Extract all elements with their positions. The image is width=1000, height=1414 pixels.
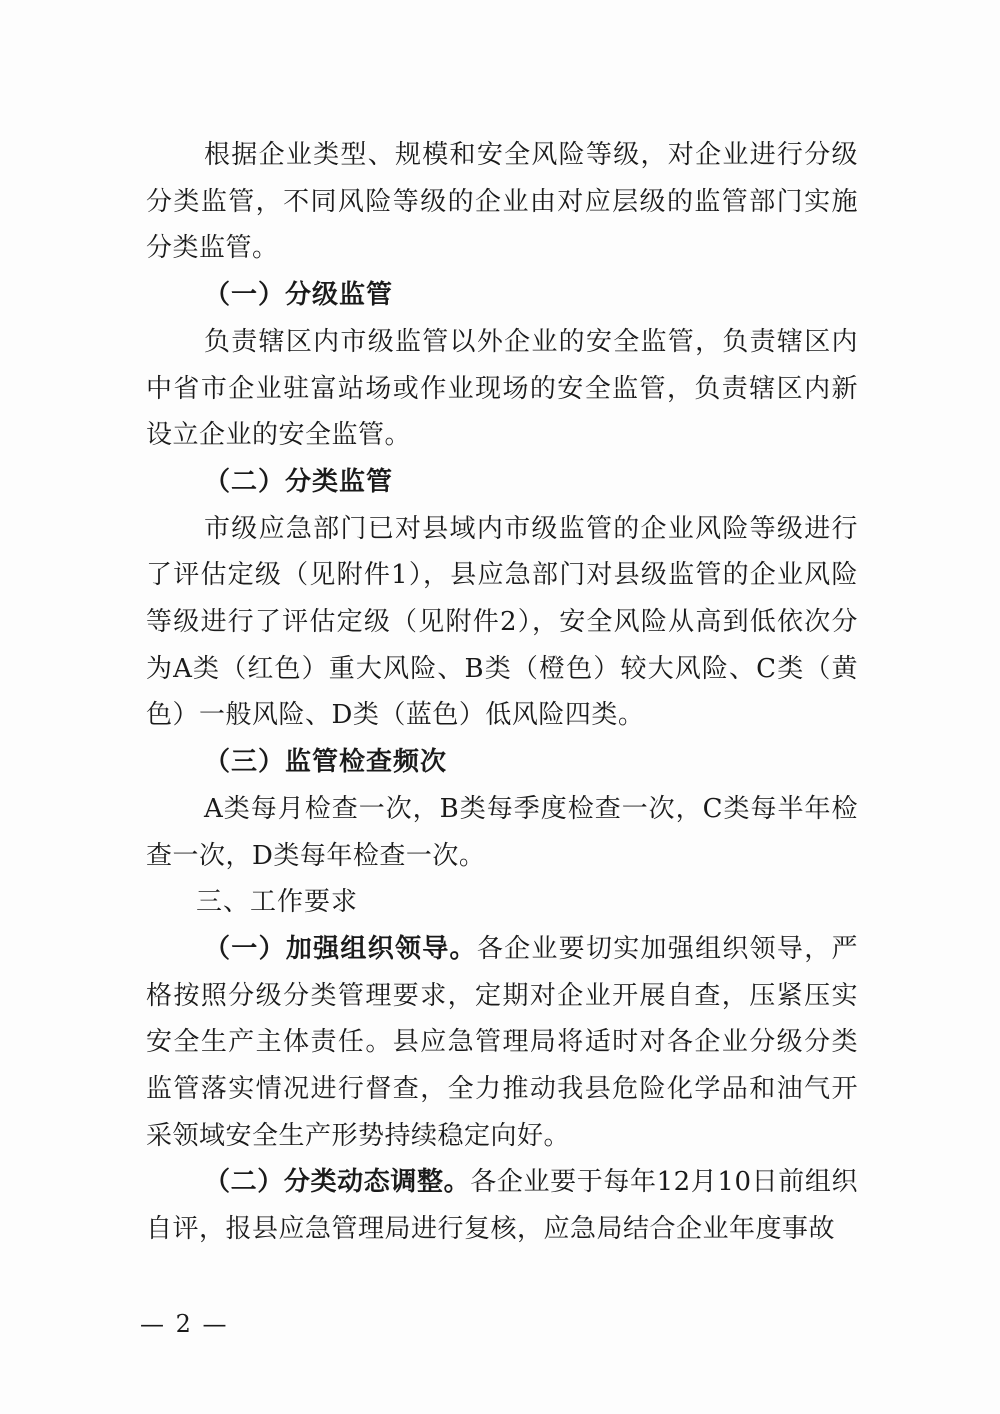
requirement-paragraph-dynamic-adjustment	[146, 1159, 858, 1252]
requirement-text-dynamic-adjustment: 各企业要于每年12月10日前组织自评，报县应急管理局进行复核，应急局结合企业年度事故	[146, 1167, 858, 1245]
inspection-frequency-paragraph: A类每月检查一次，B类每季度检查一次，C类每半年检查一次，D类每年检查一次。	[146, 793, 858, 871]
requirement-lead-leadership: （一）加强组织领导。	[204, 933, 477, 964]
graded-supervision-paragraph: 负责辖区内市级监管以外企业的安全监管，负责辖区内中省市企业驻富站场或作业现场的安全监管，负责辖区内新设立企业的安全监管。	[146, 326, 858, 451]
document-body	[146, 132, 858, 1253]
subheading-classified-supervision: （二）分类监管	[204, 466, 394, 497]
requirement-lead-dynamic-adjustment: （二）分类动态调整。	[204, 1167, 471, 1198]
subheading-graded-supervision: （一）分级监管	[204, 280, 394, 311]
requirement-paragraph-leadership	[146, 926, 858, 1160]
requirement-text-leadership: 各企业要切实加强组织领导，严格按照分级分类管理要求，定期对企业开展自查，压紧压实安全生产主体责任。县应急管理局将适时对各企业分级分类监管落实情况进行督查，全力推动我县危险化学品和油气开采领域安全生产形势持续稳定向好。	[146, 933, 858, 1151]
intro-paragraph: 根据企业类型、规模和安全风险等级，对企业进行分级分类监管，不同风险等级的企业由对应层级的监管部门实施分类监管。	[146, 140, 858, 264]
page-number: — 2 —	[140, 1310, 229, 1338]
classified-supervision-paragraph: 市级应急部门已对县域内市级监管的企业风险等级进行了评估定级（见附件1），县应急部门对县级监管的企业风险等级进行了评估定级（见附件2），安全风险从高到低依次分为A类（红色）重大风险、B类（橙色）较大风险、C类（黄色）一般风险、D类（蓝色）低风险四类。	[146, 513, 858, 731]
subheading-inspection-frequency: （三）监管检查频次	[204, 747, 448, 778]
section-title-work-requirements: 三、工作要求	[196, 887, 359, 918]
